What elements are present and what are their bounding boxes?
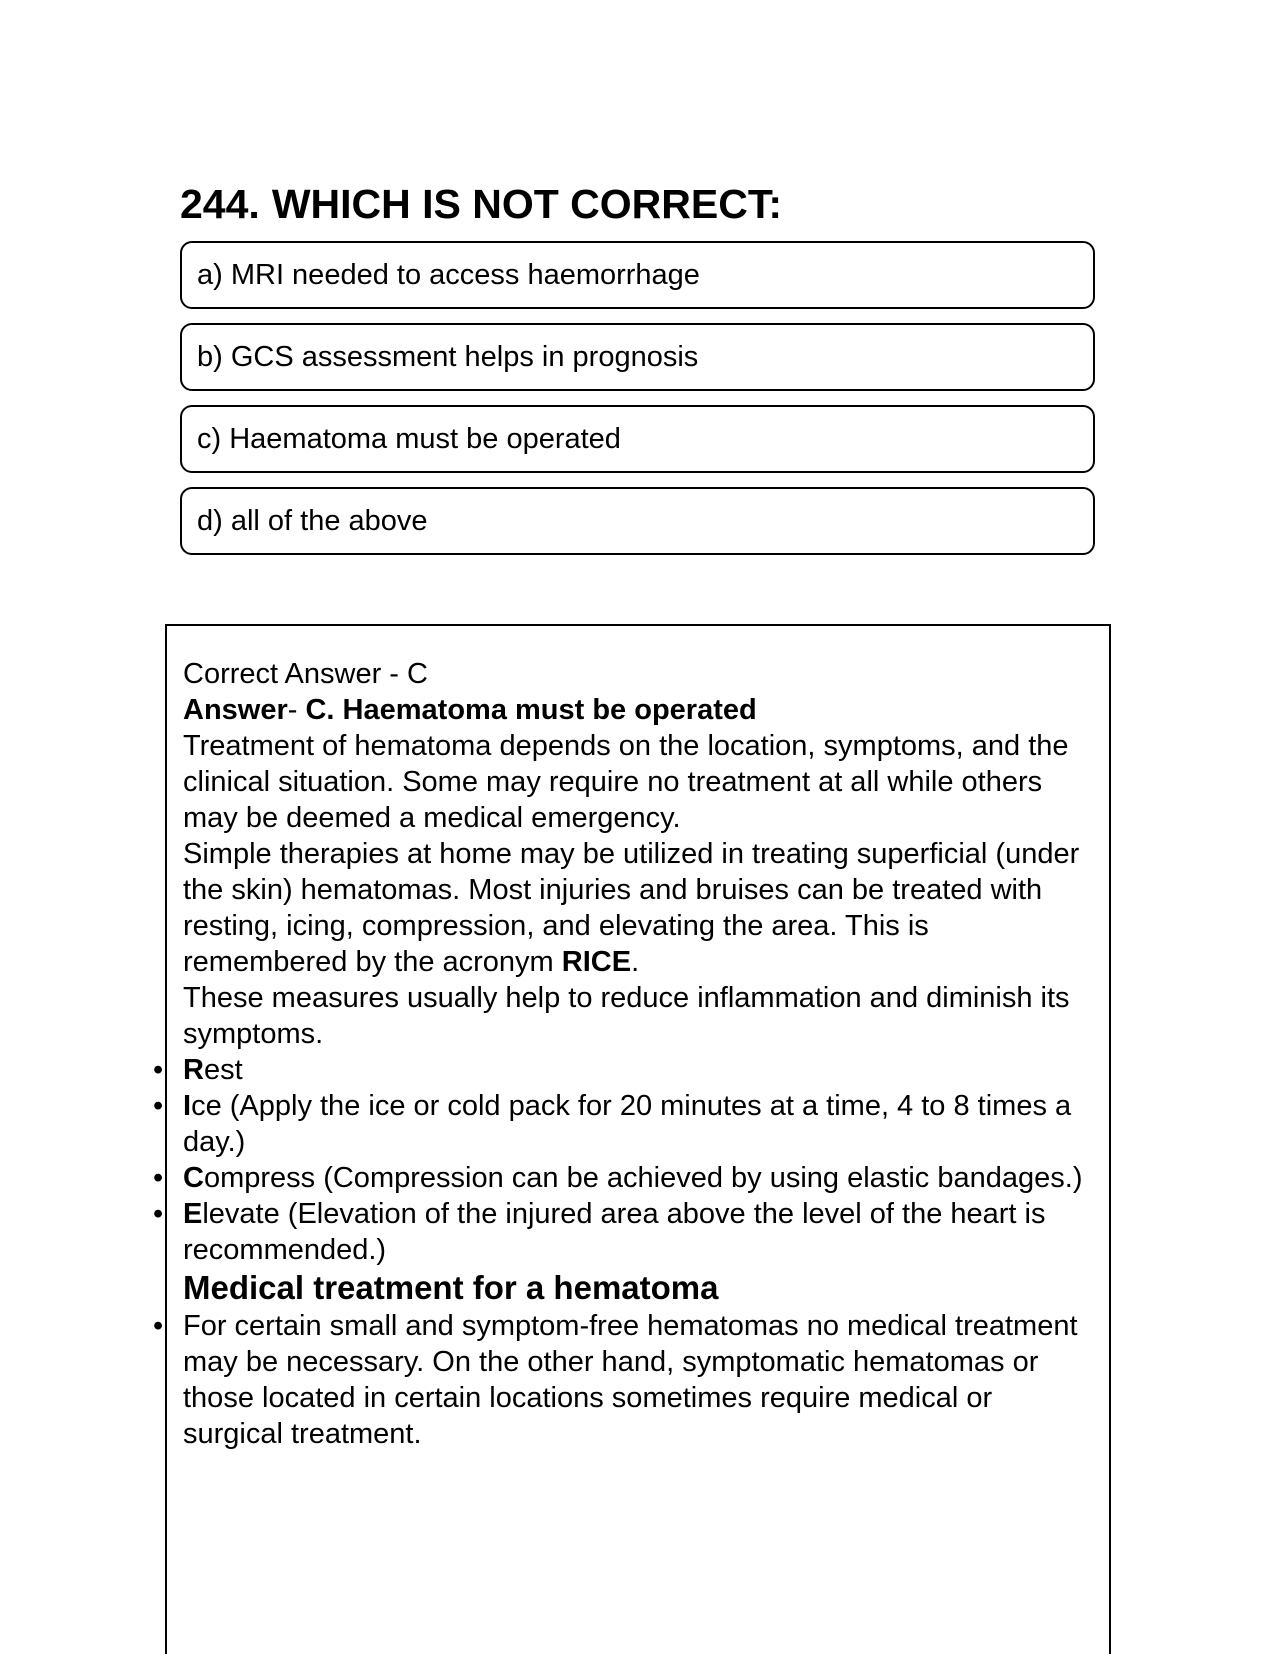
paragraph-simple-therapies (183, 836, 1093, 980)
rice-text: levate (Elevation of the injured area above the level of the heart is recommended.) (183, 1198, 1046, 1266)
answer-dash: - (287, 694, 306, 726)
answer-content (183, 656, 1093, 1452)
rice-letter: R (183, 1054, 204, 1086)
rice-text: ompress (Compression can be achieved by using elastic bandages.) (203, 1162, 1083, 1194)
rice-item-ice (183, 1088, 1093, 1160)
rice-item-compress (183, 1160, 1093, 1196)
option-b[interactable]: b) GCS assessment helps in prognosis (180, 323, 1095, 391)
paragraph-measures: These measures usually help to reduce inflammation and diminish its symptoms. (183, 982, 1070, 1050)
question-text: WHICH IS NOT CORRECT: (271, 181, 783, 227)
rice-text: ce (Apply the ice or cold pack for 20 minutes at a time, 4 to 8 times a day.) (183, 1090, 1072, 1158)
paragraph-treatment: Treatment of hematoma depends on the location, symptoms, and the clinical situation. Some may require no treatment at all while others may be deemed a medical emergency. (183, 730, 1069, 834)
paragraph-simple-therapies-text: Simple therapies at home may be utilized in treating superficial (under the skin) hematomas. Most injuries and bruises can be treated with resting, icing, compression, and elevating the area. This is remembered by the acronym (183, 838, 1080, 978)
rice-letter: E (183, 1198, 203, 1230)
rice-list (183, 1052, 1093, 1268)
answer-label: Answer (183, 694, 288, 726)
medical-treatment-item: • For certain small and symptom-free hematomas no medical treatment may be necessary. On the other hand, symptomatic hematomas or those located in certain locations sometimes require medical or surgical treatment. (183, 1308, 1093, 1452)
rice-item-rest (183, 1052, 1093, 1088)
rice-text: est (203, 1054, 243, 1086)
rice-letter: C (183, 1162, 204, 1194)
option-d[interactable]: d) all of the above (180, 487, 1095, 555)
rice-letter: I (183, 1090, 192, 1122)
medical-treatment-heading: Medical treatment for a hematoma (183, 1269, 719, 1306)
answer-explanation-box (165, 624, 1111, 1654)
rice-item-elevate (183, 1196, 1093, 1268)
answer-line (183, 692, 1093, 728)
question-number: 244. (180, 181, 260, 227)
acronym-rice: RICE (561, 946, 632, 978)
paragraph-simple-therapies-end: . (631, 946, 640, 978)
answer-text: C. Haematoma must be operated (305, 694, 757, 726)
question-title (180, 178, 782, 230)
option-c[interactable]: c) Haematoma must be operated (180, 405, 1095, 473)
option-a[interactable]: a) MRI needed to access haemorrhage (180, 241, 1095, 309)
medical-treatment-list (183, 1308, 1093, 1452)
correct-answer-line: Correct Answer - C (183, 658, 428, 690)
